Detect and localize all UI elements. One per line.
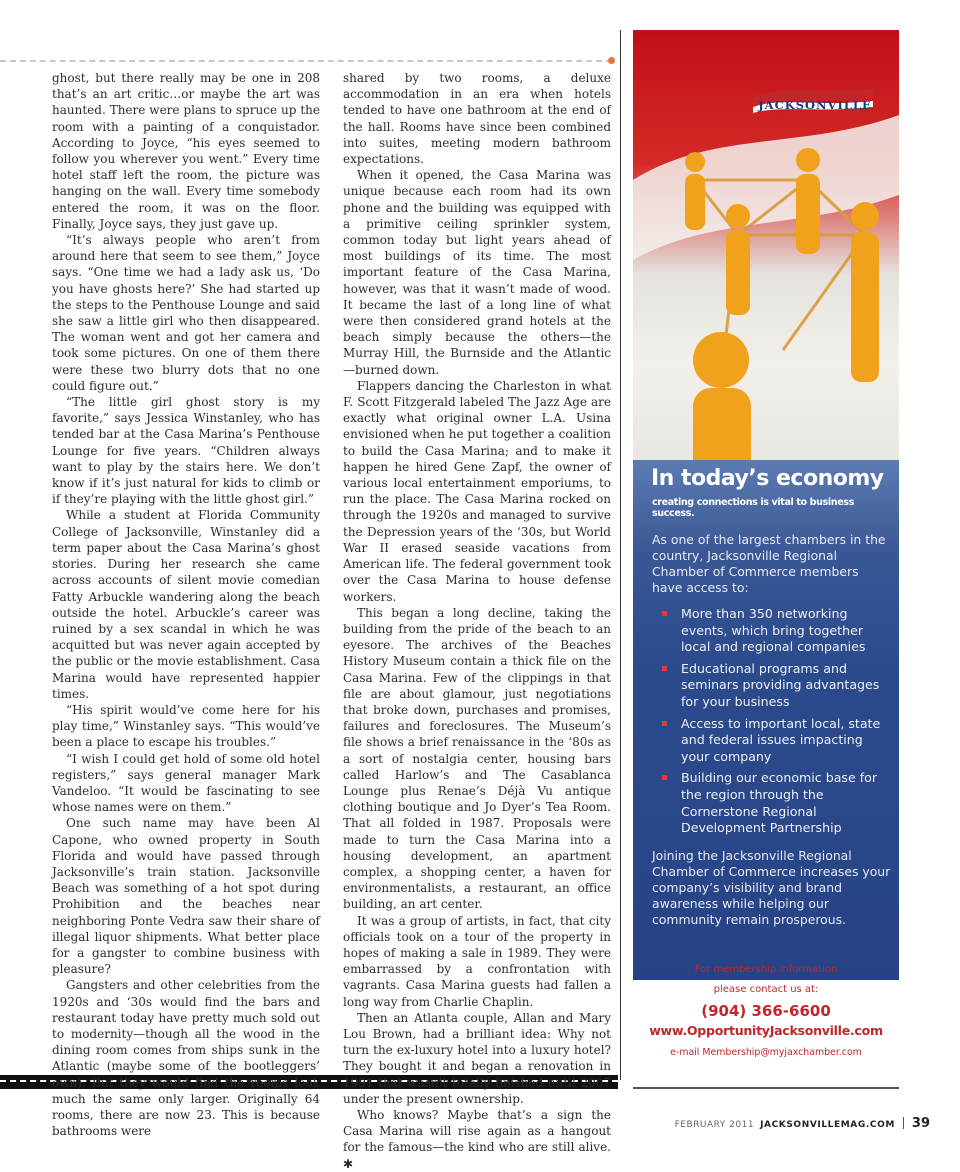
- contact-line-2: please contact us at:: [713, 984, 819, 995]
- contact-email[interactable]: e-mail Membership@myjaxchamber.com: [670, 1047, 862, 1058]
- paragraph: “The little girl ghost story is my favorite,” says Jessica Winstanley, who has tended bar at the Casa Marina’s Penthouse Lounge for five years. “Children always want to play by the stairs here. We don’t know if it’s just natural for kids to climb or if they’re playing with the little ghost girl.”: [52, 395, 320, 507]
- contact-line-1: For membership information: [694, 964, 838, 975]
- list-item: [681, 770, 891, 836]
- article-column-1: [52, 70, 320, 1139]
- logo-wordmark: JACKSONVILLE: [758, 98, 872, 112]
- contact-website-link[interactable]: www.OpportunityJacksonville.com: [649, 1023, 883, 1038]
- paragraph: “I wish I could get hold of some old hotel registers,” says general manager Mark Vandeloo. “It would be fascinating to see whose names were on them.”: [52, 751, 320, 815]
- paragraph: “It’s always people who aren’t from around here that seem to see them,” Joyce says. “One time we had a lady ask us, ‘Do you have ghosts here?’ She had started up the steps to the Penthouse Lounge and said she saw a little girl who then disappeared. The woman went and got her camera and took some pictures. On one of them there were these two blurry dots that no one could figure out.”: [52, 233, 320, 393]
- ad-closing-text: Joining the Jacksonville Regional Chamber of Commerce increases your company’s visibility and brand awareness while helping our community remain prosperous.: [652, 848, 891, 927]
- ad-headline: In today’s economy: [651, 466, 884, 491]
- paragraph: This began a long decline, taking the building from the pride of the beach to an eyesore. The archives of the Beaches History Museum contain a thick file on the Casa Marina. Few of the clippings in that file are about glamour, just negotiations that broke down, purchases and promises, failures and foreclosures. The Museum’s file shows a brief renaissance in the ‘80s as a sort of nostalgia center, housing bars called Harlow’s and The Casablanca Lounge plus Renae’s Déjà Vu antique clothing boutique and Jo Dyer’s Tea Room. That all folded in 1987. Proposals were made to turn the Casa Marina into a housing development, an apartment complex, a shopping center, a haven for environmentalists, a restaurant, an office building, an art center.: [343, 605, 611, 912]
- bullet-square-icon: [662, 775, 667, 780]
- footer-separator: [903, 1117, 904, 1129]
- list-item: [681, 716, 891, 766]
- page-number: 39: [911, 1116, 930, 1131]
- page-footer: [560, 1112, 930, 1131]
- bullet-text: More than 350 networking events, which bring together local and regional companies: [681, 606, 866, 655]
- bullet-square-icon: [662, 611, 667, 616]
- contact-phone: (904) 366-6600: [701, 1002, 831, 1020]
- bullet-square-icon: [662, 721, 667, 726]
- bullet-square-icon: [662, 666, 667, 671]
- top-rule-dot: [608, 57, 615, 64]
- logo-subtitle: Chamber of Commerce: [773, 114, 857, 122]
- ad-bottom-rule: [633, 1087, 899, 1089]
- paragraph: Who knows? Maybe that’s a sign the Casa Marina will rise again as a hangout for the famous—the kind who are still alive. ✱: [343, 1108, 611, 1171]
- paragraph: Then an Atlanta couple, Allan and Mary Lou Brown, had a brilliant idea: Why not turn the ex-luxury hotel into a luxury hotel? They bought it and began a renovation in 1991 that wasn’t totally finished until 2007 under the present ownership.: [343, 1010, 611, 1106]
- paragraph: It was a group of artists, in fact, that city officials took on a tour of the property in hopes of making a sale in 1989. They were embarrassed by a confrontation with vagrants. Casa Marina guests had fallen a long way from Charlie Chaplin.: [343, 913, 611, 1009]
- ad-tagline: creating connections is vital to business success.: [652, 497, 854, 519]
- chamber-advertisement: [633, 30, 899, 1090]
- paragraph: “His spirit would’ve come here for his play time,” Winstanley says. “This would’ve been a place to escape his troubles.”: [52, 702, 320, 750]
- paragraph: One such name may have been Al Capone, who owned property in South Florida and would have passed through Jacksonville’s train station. Jacksonville Beach was something of a hot spot during Prohibition and the beaches near neighboring Ponte Vedra saw their share of illegal liquor shipments. What better place for a gangster to combine business with pleasure?: [52, 816, 320, 977]
- bullet-text: Building our economic base for the region through the Cornerstone Regional Development Partnership: [681, 770, 878, 836]
- top-dashed-rule: [0, 60, 612, 62]
- paragraph: While a student at Florida Community College of Jacksonville, Winstanley did a term paper about the Casa Marina’s ghost stories. During her research she came across accounts of silent movie comedian Fatty Arbuckle wandering along the beach outside the hotel. Arbuckle’s career was ruined by a sex scandal in which he was acquitted but was never again accepted by the public or the movie establishment. Casa Marina would have represented happier times.: [52, 508, 320, 701]
- list-item: [681, 606, 891, 656]
- paragraph: shared by two rooms, a deluxe accommodation in an era when hotels tended to have one bathroom at the end of the hall. Rooms have since been combined into suites, meeting modern bathroom expectations.: [343, 71, 611, 167]
- ad-benefits-list: [681, 606, 891, 842]
- article-column-2: [343, 70, 611, 1172]
- paragraph: ghost, but there really may be one in 208 that’s an art critic…or maybe the art was haunted. There were plans to spruce up the room with a painting of a conquistador. According to Joyce, “his eyes seemed to follow you wherever you went.” Every time hotel staff left the room, the picture was hanging on the wall. Every time somebody entered the room, it was on the floor. Finally, Joyce says, they just gave up.: [52, 71, 320, 231]
- paragraph: Flappers dancing the Charleston in what F. Scott Fitzgerald labeled The Jazz Age are exactly what original owner L.A. Usina envisioned when he put together a coalition to build the Casa Marina; and to make it happen he hired Gene Zapf, the owner of various local entertainment emporiums, to run the place. The Casa Marina rocked on through the 1920s and managed to survive the Depression years of the ‘30s, but World War II erased seaside vacations from American life. The federal government took over the Casa Marina to house defense workers.: [343, 378, 611, 604]
- column-divider: [620, 30, 621, 1080]
- list-item: [681, 661, 891, 711]
- bullet-text: Educational programs and seminars providing advantages for your business: [681, 660, 880, 709]
- ad-intro: As one of the largest chambers in the country, Jacksonville Regional Chamber of Commerce members have access to:: [652, 532, 886, 595]
- site-name: JACKSONVILLEMAG.COM: [760, 1120, 895, 1130]
- bullet-text: Access to important local, state and federal issues impacting your company: [681, 715, 881, 764]
- paragraph: Gangsters and other celebrities from the 1920s and ‘30s would find the bars and restaurant today have pretty much sold out to modernity—though all the wood in the dining room comes from ships sunk in the Atlantic (maybe some of the bootleggers’ own). But they would find the rooms look much the same only larger. Originally 64 rooms, there are now 23. This is because bathrooms were: [52, 978, 320, 1139]
- paragraph: When it opened, the Casa Marina was unique because each room had its own phone and the building was equipped with a primitive ceiling sprinkler system, common today but light years ahead of most buildings of its time. The most important feature of the Casa Marina, however, was that it wasn’t made of wood. It became the last of a long line of what were then considered grand hotels at the beach simply because the others—the Murray Hill, the Burnside and the Atlantic—burned down.: [343, 168, 611, 377]
- issue-date: FEBRUARY 2011: [674, 1120, 755, 1130]
- chamber-logo-flag: [753, 85, 873, 141]
